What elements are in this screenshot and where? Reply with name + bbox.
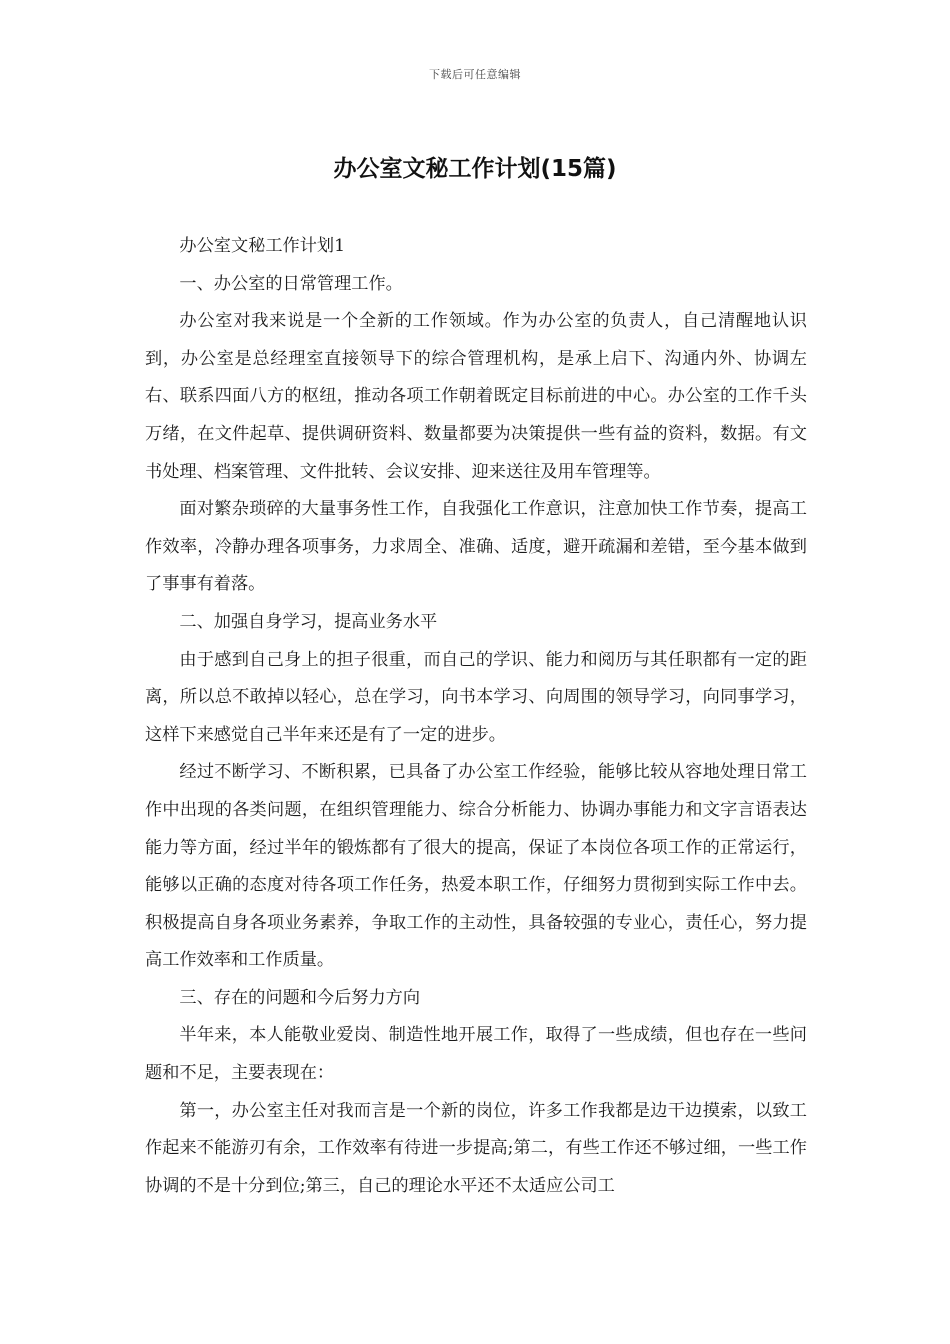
body-paragraph: 第一，办公室主任对我而言是一个新的岗位，许多工作我都是边干边摸索，以致工作起来不能游刃有余，工作效率有待进一步提高;第二，有些工作还不够过细，一些工作协调的不是十分到位;第三，自己的理论水平还不太适应公司工 (145, 1100, 807, 1196)
body-paragraph: 由于感到自己身上的担子很重，而自己的学识、能力和阅历与其任职都有一定的距离，所以总不敢掉以轻心，总在学习，向书本学习、向周围的领导学习，向同事学习，这样下来感觉自己半年来还是有了一定的进步。 (145, 649, 807, 745)
page-header-note: 下载后可任意编辑 (429, 68, 521, 81)
section-heading: 办公室文秘工作计划1 (179, 236, 346, 256)
body-paragraph: 面对繁杂琐碎的大量事务性工作，自我强化工作意识，注意加快工作节奏，提高工作效率，冷静办理各项事务，力求周全、准确、适度，避开疏漏和差错，至今基本做到了事事有着落。 (145, 499, 807, 595)
subheading: 三、存在的问题和今后努力方向 (179, 987, 421, 1008)
body-paragraph: 办公室对我来说是一个全新的工作领域。作为办公室的负责人，自己清醒地认识到，办公室是总经理室直接领导下的综合管理机构，是承上启下、沟通内外、协调左右、联系四面八方的枢纽，推动各项工作朝着既定目标前进的中心。办公室的工作千头万绪，在文件起草、提供调研资料、数量都要为决策提供一些有益的资料，数据。有文书处理、档案管理、文件批转、会议安排、迎来送往及用车管理等。 (145, 311, 807, 482)
body-paragraph: 半年来，本人能敬业爱岗、制造性地开展工作，取得了一些成绩，但也存在一些问题和不足，主要表现在： (145, 1025, 807, 1084)
document-body (145, 228, 807, 1205)
subheading: 二、加强自身学习，提高业务水平 (179, 611, 438, 632)
document-title: 办公室文秘工作计划(15篇) (333, 156, 617, 182)
subheading: 一、办公室的日常管理工作。 (179, 273, 403, 294)
body-paragraph: 经过不断学习、不断积累，已具备了办公室工作经验，能够比较从容地处理日常工作中出现的各类问题，在组织管理能力、综合分析能力、协调办事能力和文字言语表达能力等方面，经过半年的锻炼都有了很大的提高，保证了本岗位各项工作的正常运行，能够以正确的态度对待各项工作任务，热爱本职工作，仔细努力贯彻到实际工作中去。积极提高自身各项业务素养，争取工作的主动性，具备较强的专业心，责任心，努力提高工作效率和工作质量。 (145, 762, 807, 971)
